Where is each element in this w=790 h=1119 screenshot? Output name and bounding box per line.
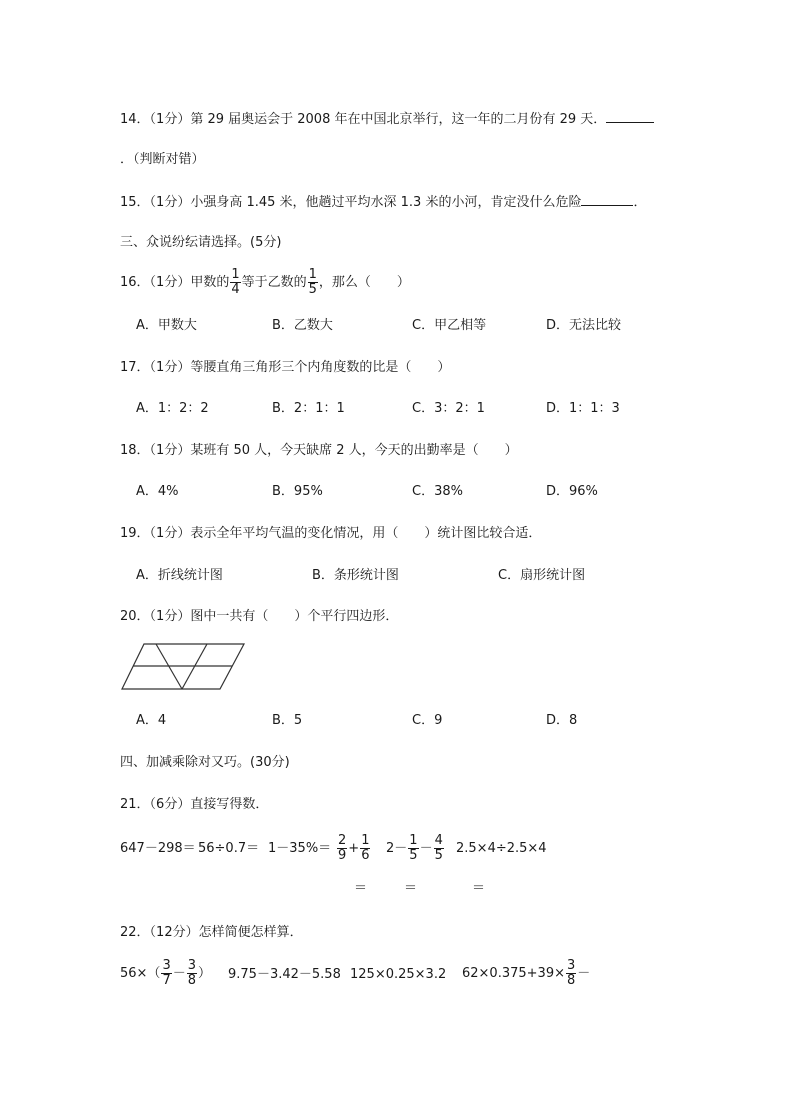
expression-3: 1－35%＝	[268, 841, 332, 856]
option-d: D．96%	[546, 484, 598, 499]
equals-sign: ＝	[404, 881, 418, 896]
expression-5: 2－ $\frac{1}{5}$ － $\frac{4}{5}$	[386, 833, 443, 863]
option-a: A．甲数大	[136, 318, 197, 333]
fraction: $\frac{3}{8}$	[187, 958, 197, 988]
option-b: B．乙数大	[272, 318, 333, 333]
expression-2: 56÷0.7＝	[198, 841, 260, 856]
expression-6: 2.5×4÷2.5×4	[456, 841, 547, 856]
question-19: 19．（1分）表示全年平均气温的变化情况，用（ ）统计图比较合适．	[120, 526, 542, 541]
equals-sign: ＝	[472, 881, 486, 896]
question-14: 14．（1分）第 29 届奥运会于 2008 年在中国北京举行，这一年的二月份有 29 天．	[120, 110, 654, 129]
option-d: D．无法比较	[546, 318, 622, 333]
answer-blank	[581, 193, 633, 206]
option-b: B．95%	[272, 484, 323, 499]
question-20: 20．（1分）图中一共有（ ）个平行四边形．	[120, 609, 399, 624]
option-b: B．5	[272, 713, 303, 728]
question-15: 15．（1分）小强身高 1.45 米，他趟过平均水深 1.3 米的小河，肯定没什么危险 ．	[120, 195, 647, 210]
fraction: $\frac{1}{6}$	[361, 833, 370, 863]
option-d: D．1：1：3	[546, 401, 620, 416]
expression-1: 647－298＝	[120, 841, 196, 856]
fraction: $\frac{4}{5}$	[434, 833, 443, 863]
expression-4: $\frac{2}{9}$ + $\frac{1}{6}$	[338, 833, 370, 863]
fraction: $\frac{2}{9}$	[338, 833, 347, 863]
question-22: 22．（12分）怎样简便怎样算．	[120, 925, 303, 940]
fraction: $\frac{1}{5}$	[308, 267, 317, 297]
expression-4: 62×0.375+39× $\frac{3}{8}$ －	[462, 958, 591, 988]
option-b: B．条形统计图	[312, 568, 399, 583]
answer-blank	[606, 110, 654, 123]
option-c: C．38%	[412, 484, 463, 499]
expression-3: 125×0.25×3.2	[350, 967, 447, 982]
option-b: B．2：1：1	[272, 401, 345, 416]
question-17: 17．（1分）等腰直角三角形三个内角度数的比是（ ）	[120, 360, 451, 375]
option-a: A．4	[136, 713, 167, 728]
option-d: D．8	[546, 713, 578, 728]
option-c: C．甲乙相等	[412, 318, 487, 333]
fraction: $\frac{1}{5}$	[409, 833, 418, 863]
fraction: $\frac{1}{4}$	[231, 267, 240, 297]
section-4-heading: 四、加减乘除对又巧。(30分)	[120, 755, 290, 770]
section-3-heading: 三、众说纷纭请选择。(5分)	[120, 235, 282, 250]
option-a: A．折线统计图	[136, 568, 223, 583]
fraction: $\frac{3}{7}$	[162, 958, 171, 988]
option-a: A．4%	[136, 484, 179, 499]
expression-1: 56×（ $\frac{3}{7}$ － $\frac{3}{8}$ ）	[120, 958, 212, 988]
option-c: C．9	[412, 713, 443, 728]
option-c: C．扇形统计图	[498, 568, 586, 583]
fraction: $\frac{3}{8}$	[566, 958, 576, 988]
option-a: A．1：2：2	[136, 401, 209, 416]
question-16: 16．（1分）甲数的 $\frac{1}{4}$ 等于乙数的 $\frac{1}{5}$ ，那么（ ）	[120, 267, 410, 297]
expression-2: 9.75－3.42－5.58	[228, 967, 341, 982]
parallelogram-figure	[120, 642, 246, 692]
equals-sign: ＝	[354, 881, 368, 896]
question-18: 18．（1分）某班有 50 人，今天缺席 2 人，今天的出勤率是（ ）	[120, 443, 518, 458]
question-21: 21．（6分）直接写得数．	[120, 797, 269, 812]
option-c: C．3：2：1	[412, 401, 485, 416]
question-14-tail: ．（判断对错）	[120, 152, 205, 167]
